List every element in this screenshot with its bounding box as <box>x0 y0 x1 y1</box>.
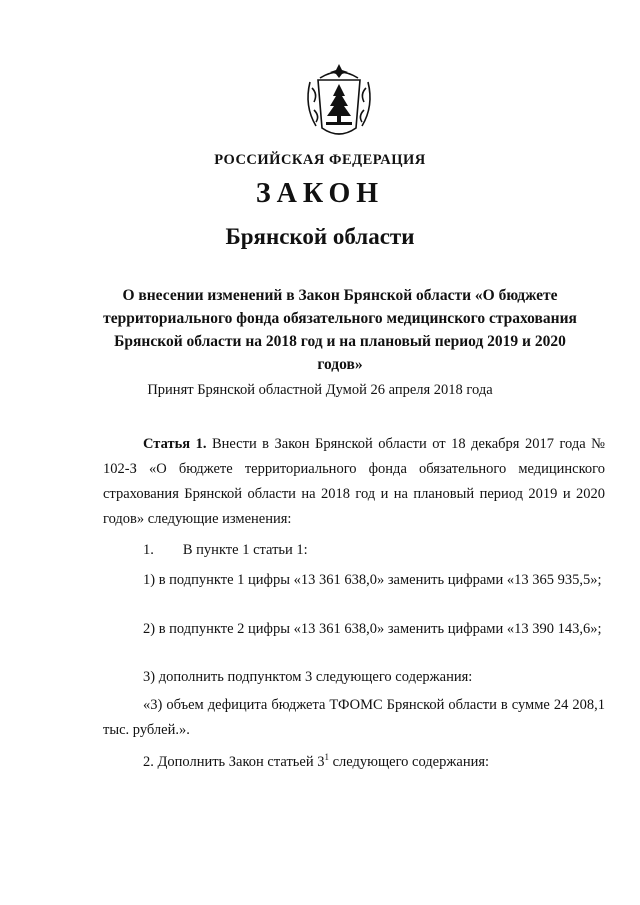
item-2-text-end: следующего содержания: <box>328 753 490 770</box>
item-1-3-text: «3) объем дефицита бюджета ТФОМС Брянской области в сумме 24 208,1 тыс. рублей.». <box>103 697 605 738</box>
item-2 <box>103 745 605 775</box>
article-1-paragraph <box>103 432 605 532</box>
federation-heading: РОССИЙСКАЯ ФЕДЕРАЦИЯ <box>214 152 426 168</box>
adoption-line: Принят Брянской областной Думой 26 апреля 2018 года <box>147 382 493 398</box>
law-heading: ЗАКОН <box>255 178 385 209</box>
item-1-1: 1) в подпункте 1 цифры «13 361 638,0» заменить цифрами «13 365 935,5»; <box>143 572 602 588</box>
article-1-text: Внести в Закон Брянской области от 18 декабря 2017 года № 102-З «О бюджете территориального фонда обязательного медицинского страхования Брянской области на 2018 год и на плановый период 2019 и 2020 годов» следующие изменения: <box>103 436 605 527</box>
item-1: 1. В пункте 1 статьи 1: <box>143 542 308 558</box>
law-title: О внесении изменений в Закон Брянской области «О бюджете территориального фонда обязательного медицинского страхования Брянской области на 2018 год и на плановый период 2019 и 2020 годов» <box>103 287 577 373</box>
article-1-label: Статья 1. <box>143 436 207 452</box>
item-2-text: 2. Дополнить Закон статьей 3 <box>143 753 325 770</box>
item-1-3: 3) дополнить подпунктом 3 следующего содержания: <box>143 669 473 685</box>
item-1-2: 2) в подпункте 2 цифры «13 361 638,0» заменить цифрами «13 390 143,6»; <box>143 621 602 637</box>
region-heading: Брянской области <box>225 224 415 249</box>
coat-of-arms-emblem <box>296 58 382 144</box>
item-2-superscript: 1 <box>324 752 329 762</box>
